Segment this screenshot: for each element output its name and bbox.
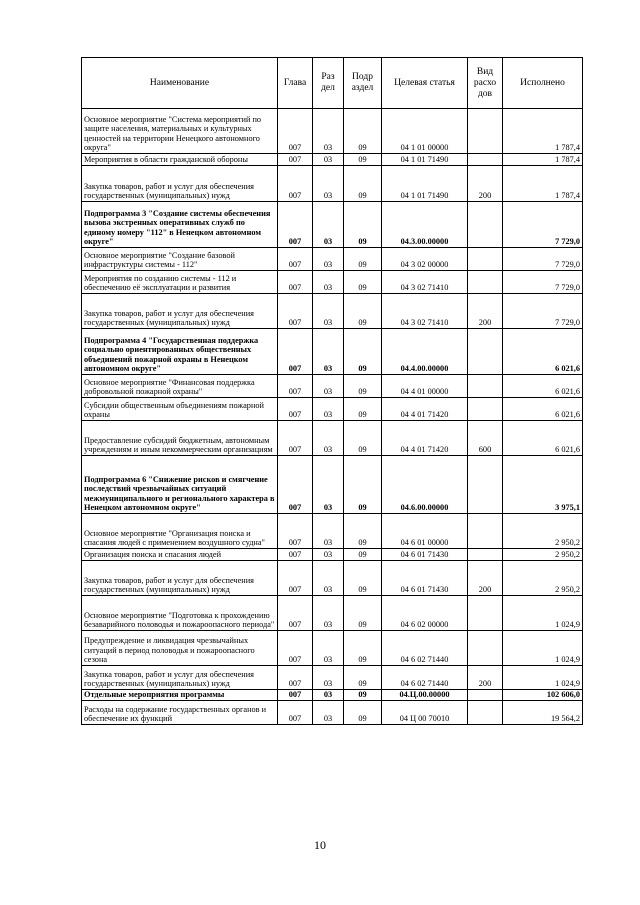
header-chapter: Глава bbox=[278, 58, 313, 109]
cell-target: 04 4 01 71420 bbox=[382, 421, 468, 456]
cell-subsection: 09 bbox=[344, 248, 382, 271]
cell-exp-type bbox=[468, 154, 503, 166]
cell-name: Субсидии общественным объединениям пожарной охраны bbox=[82, 398, 278, 421]
table-row bbox=[82, 294, 583, 329]
cell-exp-type bbox=[468, 690, 503, 701]
cell-section: 03 bbox=[313, 631, 344, 666]
cell-subsection: 09 bbox=[344, 375, 382, 398]
cell-section: 03 bbox=[313, 514, 344, 549]
cell-section: 03 bbox=[313, 202, 344, 248]
cell-section: 03 bbox=[313, 701, 344, 725]
cell-subsection: 09 bbox=[344, 631, 382, 666]
cell-executed: 1 787,4 bbox=[503, 154, 583, 166]
cell-chapter: 007 bbox=[278, 561, 313, 596]
cell-section: 03 bbox=[313, 666, 344, 690]
cell-exp-type bbox=[468, 398, 503, 421]
cell-name: Основное мероприятие "Организация поиска и спасания людей с применением воздушного судна" bbox=[82, 514, 278, 549]
cell-subsection: 09 bbox=[344, 561, 382, 596]
cell-target: 04 6 01 71430 bbox=[382, 549, 468, 561]
cell-exp-type bbox=[468, 456, 503, 514]
cell-chapter: 007 bbox=[278, 666, 313, 690]
table-row bbox=[82, 514, 583, 549]
table-row bbox=[82, 549, 583, 561]
cell-subsection: 09 bbox=[344, 398, 382, 421]
cell-exp-type bbox=[468, 248, 503, 271]
cell-subsection: 09 bbox=[344, 666, 382, 690]
cell-section: 03 bbox=[313, 596, 344, 631]
cell-section: 03 bbox=[313, 561, 344, 596]
cell-exp-type bbox=[468, 329, 503, 375]
cell-chapter: 007 bbox=[278, 109, 313, 154]
cell-name: Основное мероприятие "Финансовая поддержка добровольной пожарной охраны" bbox=[82, 375, 278, 398]
cell-chapter: 007 bbox=[278, 514, 313, 549]
cell-executed: 7 729,0 bbox=[503, 271, 583, 294]
table-row bbox=[82, 456, 583, 514]
cell-section: 03 bbox=[313, 398, 344, 421]
cell-chapter: 007 bbox=[278, 202, 313, 248]
table-row bbox=[82, 701, 583, 725]
cell-executed: 1 787,4 bbox=[503, 166, 583, 202]
cell-name: Мероприятия по созданию системы - 112 и обеспечению её эксплуатации и развития bbox=[82, 271, 278, 294]
header-executed: Исполнено bbox=[503, 58, 583, 109]
table-row bbox=[82, 561, 583, 596]
cell-name: Основное мероприятие "Система мероприятий по защите населения, материальных и культурных ценностей на территории Ненецкого автономного округа" bbox=[82, 109, 278, 154]
cell-exp-type bbox=[468, 596, 503, 631]
table-row bbox=[82, 631, 583, 666]
cell-exp-type: 600 bbox=[468, 421, 503, 456]
cell-subsection: 09 bbox=[344, 109, 382, 154]
cell-executed: 7 729,0 bbox=[503, 294, 583, 329]
cell-exp-type: 200 bbox=[468, 561, 503, 596]
cell-target: 04 6 01 00000 bbox=[382, 514, 468, 549]
cell-section: 03 bbox=[313, 375, 344, 398]
cell-exp-type bbox=[468, 271, 503, 294]
cell-executed: 6 021,6 bbox=[503, 329, 583, 375]
cell-chapter: 007 bbox=[278, 690, 313, 701]
cell-subsection: 09 bbox=[344, 514, 382, 549]
cell-exp-type bbox=[468, 375, 503, 398]
cell-section: 03 bbox=[313, 154, 344, 166]
cell-target: 04 1 01 71490 bbox=[382, 166, 468, 202]
cell-target: 04 Ц 00 70010 bbox=[382, 701, 468, 725]
table-row bbox=[82, 202, 583, 248]
table-row bbox=[82, 375, 583, 398]
table-row bbox=[82, 109, 583, 154]
cell-target: 04.6.00.00000 bbox=[382, 456, 468, 514]
cell-name: Организация поиска и спасания людей bbox=[82, 549, 278, 561]
header-target: Целевая статья bbox=[382, 58, 468, 109]
cell-subsection: 09 bbox=[344, 329, 382, 375]
cell-exp-type bbox=[468, 631, 503, 666]
cell-executed: 102 606,0 bbox=[503, 690, 583, 701]
table-row bbox=[82, 154, 583, 166]
cell-executed: 1 787,4 bbox=[503, 109, 583, 154]
table-row bbox=[82, 248, 583, 271]
cell-name: Подпрограмма 6 "Снижение рисков и смягчение последствий чрезвычайных ситуаций межмуниципального и регионального характера в Ненецком автономном округе" bbox=[82, 456, 278, 514]
cell-executed: 3 975,1 bbox=[503, 456, 583, 514]
budget-table bbox=[81, 57, 583, 725]
cell-chapter: 007 bbox=[278, 701, 313, 725]
cell-exp-type bbox=[468, 514, 503, 549]
table-body bbox=[82, 109, 583, 725]
cell-chapter: 007 bbox=[278, 166, 313, 202]
cell-target: 04 4 01 00000 bbox=[382, 375, 468, 398]
cell-executed: 7 729,0 bbox=[503, 202, 583, 248]
cell-subsection: 09 bbox=[344, 421, 382, 456]
cell-executed: 2 950,2 bbox=[503, 514, 583, 549]
cell-chapter: 007 bbox=[278, 421, 313, 456]
cell-name: Мероприятия в области гражданской обороны bbox=[82, 154, 278, 166]
cell-target: 04 3 02 71410 bbox=[382, 271, 468, 294]
cell-target: 04 1 01 00000 bbox=[382, 109, 468, 154]
cell-executed: 6 021,6 bbox=[503, 421, 583, 456]
cell-executed: 1 024,9 bbox=[503, 631, 583, 666]
cell-name: Подпрограмма 3 "Создание системы обеспечения вызова экстренных оперативных служб по единому номеру "112" в Ненецком автономном округе" bbox=[82, 202, 278, 248]
cell-executed: 2 950,2 bbox=[503, 549, 583, 561]
cell-section: 03 bbox=[313, 294, 344, 329]
cell-name: Основное мероприятие "Создание базовой инфраструктуры системы - 112" bbox=[82, 248, 278, 271]
cell-subsection: 09 bbox=[344, 596, 382, 631]
cell-chapter: 007 bbox=[278, 596, 313, 631]
cell-executed: 19 564,2 bbox=[503, 701, 583, 725]
cell-target: 04.4.00.00000 bbox=[382, 329, 468, 375]
table-header-row bbox=[82, 58, 583, 109]
header-exp-type: Вид расхо дов bbox=[468, 58, 503, 109]
cell-chapter: 007 bbox=[278, 398, 313, 421]
cell-executed: 1 024,9 bbox=[503, 596, 583, 631]
cell-section: 03 bbox=[313, 109, 344, 154]
cell-subsection: 09 bbox=[344, 690, 382, 701]
cell-chapter: 007 bbox=[278, 294, 313, 329]
cell-target: 04 6 02 71440 bbox=[382, 666, 468, 690]
cell-name: Закупка товаров, работ и услуг для обеспечения государственных (муниципальных) нужд bbox=[82, 561, 278, 596]
cell-subsection: 09 bbox=[344, 701, 382, 725]
cell-executed: 6 021,6 bbox=[503, 375, 583, 398]
cell-executed: 1 024,9 bbox=[503, 666, 583, 690]
cell-name: Предупреждение и ликвидация чрезвычайных ситуаций в период половодья и пожароопасного сезона bbox=[82, 631, 278, 666]
cell-exp-type bbox=[468, 549, 503, 561]
cell-target: 04.Ц.00.00000 bbox=[382, 690, 468, 701]
cell-exp-type: 200 bbox=[468, 166, 503, 202]
cell-section: 03 bbox=[313, 421, 344, 456]
cell-chapter: 007 bbox=[278, 248, 313, 271]
cell-section: 03 bbox=[313, 329, 344, 375]
cell-executed: 6 021,6 bbox=[503, 398, 583, 421]
cell-subsection: 09 bbox=[344, 154, 382, 166]
cell-exp-type: 200 bbox=[468, 294, 503, 329]
cell-chapter: 007 bbox=[278, 456, 313, 514]
cell-name: Отдельные мероприятия программы bbox=[82, 690, 278, 701]
cell-name: Предоставление субсидий бюджетным, автономным учреждениям и иным некоммерческим организациям bbox=[82, 421, 278, 456]
table-row bbox=[82, 329, 583, 375]
cell-target: 04 1 01 71490 bbox=[382, 154, 468, 166]
cell-section: 03 bbox=[313, 248, 344, 271]
cell-name: Закупка товаров, работ и услуг для обеспечения государственных (муниципальных) нужд bbox=[82, 294, 278, 329]
cell-exp-type bbox=[468, 202, 503, 248]
cell-subsection: 09 bbox=[344, 271, 382, 294]
page-number: 10 bbox=[314, 838, 326, 852]
table-row bbox=[82, 271, 583, 294]
table-row bbox=[82, 166, 583, 202]
cell-chapter: 007 bbox=[278, 271, 313, 294]
cell-subsection: 09 bbox=[344, 549, 382, 561]
cell-target: 04 3 02 71410 bbox=[382, 294, 468, 329]
cell-target: 04 6 01 71430 bbox=[382, 561, 468, 596]
cell-name: Основное мероприятие "Подготовка к прохождению безаварийного половодья и пожароопасного периода" bbox=[82, 596, 278, 631]
cell-subsection: 09 bbox=[344, 166, 382, 202]
cell-target: 04 4 01 71420 bbox=[382, 398, 468, 421]
cell-executed: 2 950,2 bbox=[503, 561, 583, 596]
table-row bbox=[82, 421, 583, 456]
table-row bbox=[82, 690, 583, 701]
cell-exp-type: 200 bbox=[468, 666, 503, 690]
cell-subsection: 09 bbox=[344, 202, 382, 248]
cell-chapter: 007 bbox=[278, 154, 313, 166]
cell-target: 04 6 02 00000 bbox=[382, 596, 468, 631]
cell-name: Закупка товаров, работ и услуг для обеспечения государственных (муниципальных) нужд bbox=[82, 666, 278, 690]
header-section: Раз дел bbox=[313, 58, 344, 109]
cell-target: 04 3 02 00000 bbox=[382, 248, 468, 271]
cell-subsection: 09 bbox=[344, 456, 382, 514]
table-row bbox=[82, 398, 583, 421]
cell-section: 03 bbox=[313, 456, 344, 514]
cell-name: Подпрограмма 4 "Государственная поддержка социально ориентированных общественных объединений пожарной охраны в Ненецком автономном округе" bbox=[82, 329, 278, 375]
cell-name: Расходы на содержание государственных органов и обеспечение их функций bbox=[82, 701, 278, 725]
cell-target: 04.3.00.00000 bbox=[382, 202, 468, 248]
cell-name: Закупка товаров, работ и услуг для обеспечения государственных (муниципальных) нужд bbox=[82, 166, 278, 202]
cell-section: 03 bbox=[313, 690, 344, 701]
cell-section: 03 bbox=[313, 166, 344, 202]
cell-chapter: 007 bbox=[278, 549, 313, 561]
cell-section: 03 bbox=[313, 549, 344, 561]
cell-subsection: 09 bbox=[344, 294, 382, 329]
cell-section: 03 bbox=[313, 271, 344, 294]
cell-target: 04 6 02 71440 bbox=[382, 631, 468, 666]
header-subsection: Подр аздел bbox=[344, 58, 382, 109]
cell-exp-type bbox=[468, 109, 503, 154]
header-name: Наименование bbox=[82, 58, 278, 109]
table-row bbox=[82, 596, 583, 631]
cell-exp-type bbox=[468, 701, 503, 725]
cell-chapter: 007 bbox=[278, 375, 313, 398]
table-row bbox=[82, 666, 583, 690]
cell-chapter: 007 bbox=[278, 631, 313, 666]
cell-chapter: 007 bbox=[278, 329, 313, 375]
cell-executed: 7 729,0 bbox=[503, 248, 583, 271]
